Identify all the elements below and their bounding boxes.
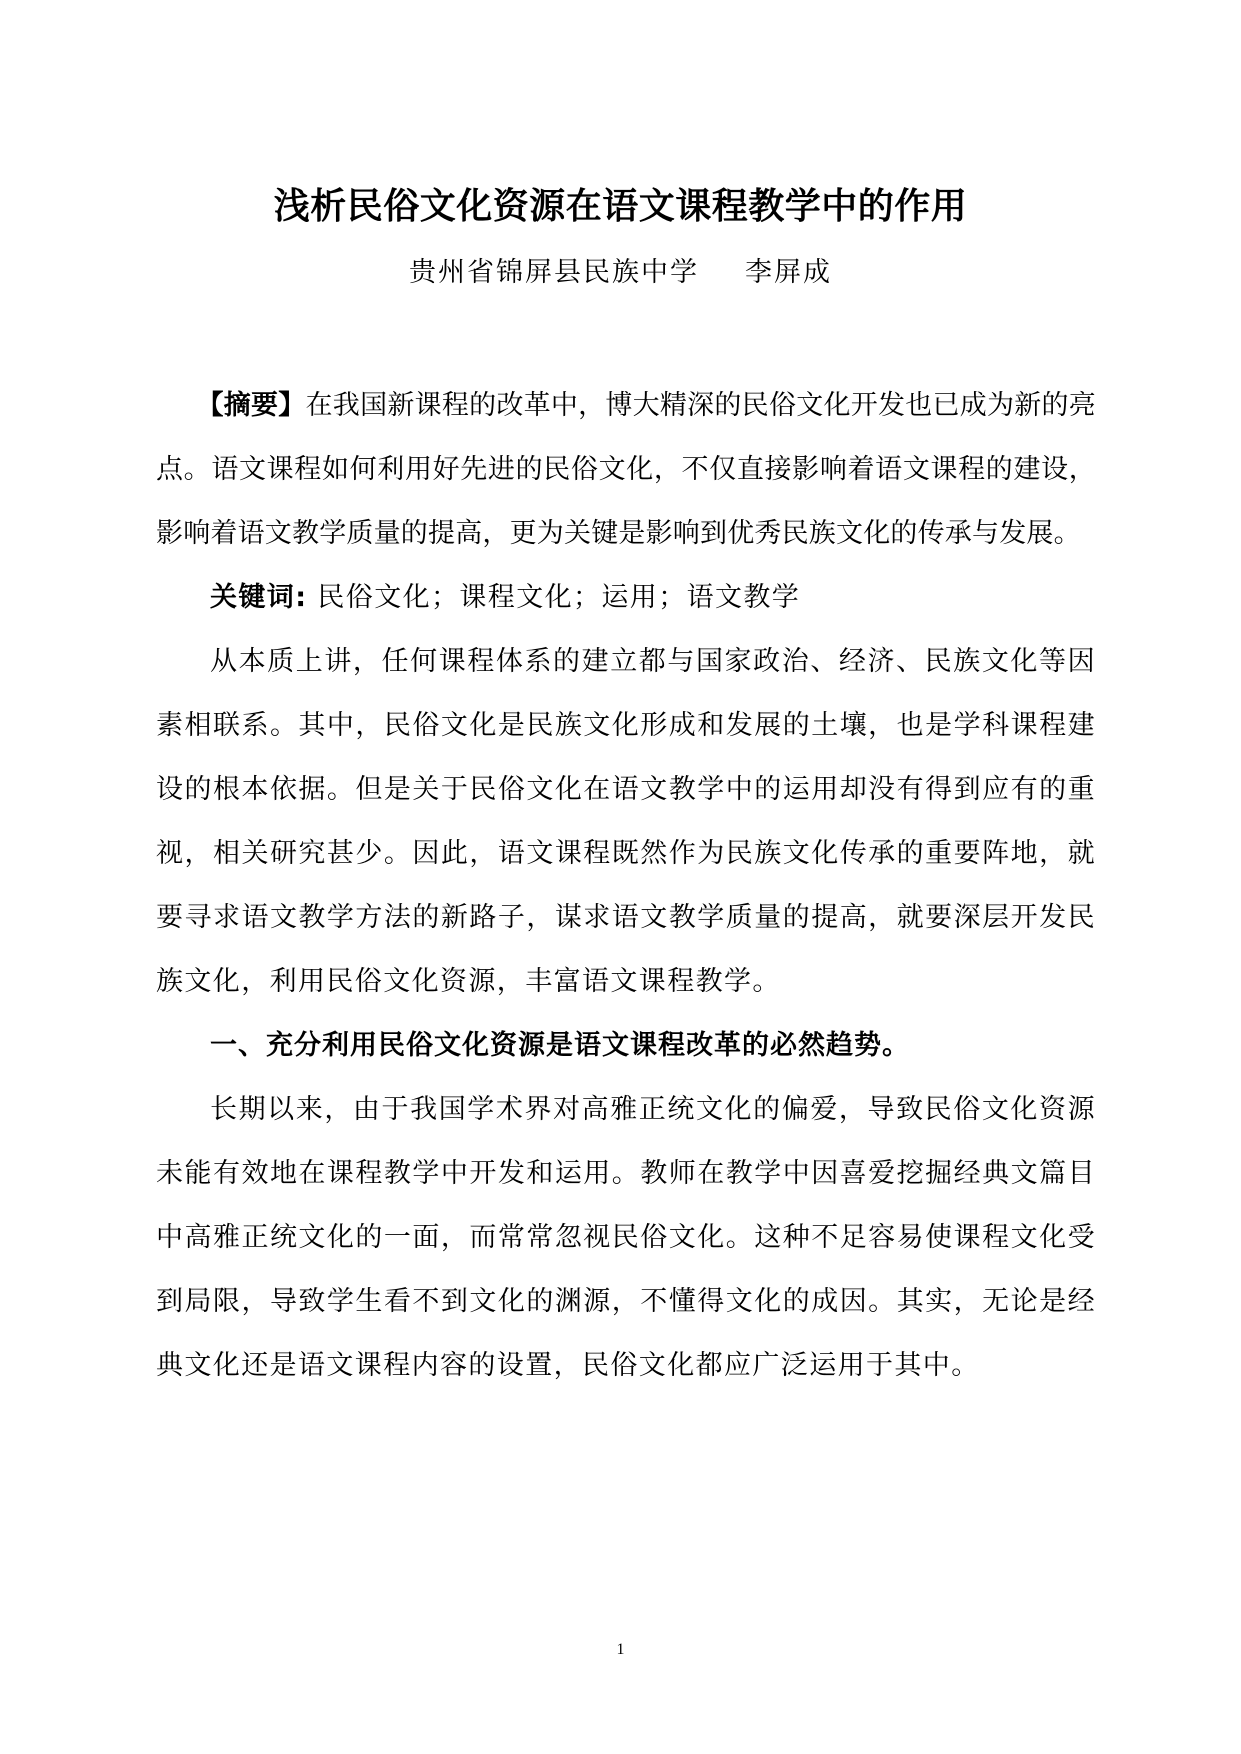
keywords-text: 民俗文化；课程文化；运用；语文教学 bbox=[317, 582, 801, 613]
abstract-label: 【摘要】 bbox=[196, 390, 306, 421]
author-affiliation: 贵州省锦屏县民族中学 bbox=[409, 257, 699, 288]
body-paragraph-2: 长期以来，由于我国学术界对高雅正统文化的偏爱，导致民俗文化资源未能有效地在课程教学中开发和运用。教师在教学中因喜爱挖掘经典文篇目中高雅正统文化的一面，而常常忽视民俗文化。这种不足容易使课程文化受到局限，导致学生看不到文化的渊源，不懂得文化的成因。其实，无论是经典文化还是语文课程内容的设置，民俗文化都应广泛运用于其中。 bbox=[156, 1094, 1096, 1381]
abstract-text: 在我国新课程的改革中，博大精深的民俗文化开发也已成为新的亮点。语文课程如何利用好先进的民俗文化，不仅直接影响着语文课程的建设，影响着语文教学质量的提高，更为关键是影响到优秀民族文化的传承与发展。 bbox=[156, 390, 1096, 549]
section-heading: 一、充分利用民俗文化资源是语文课程改革的必然趋势。 bbox=[210, 1030, 910, 1061]
page-number: 1 bbox=[616, 1641, 625, 1658]
author-name: 李屏成 bbox=[745, 257, 832, 288]
body-paragraph-1: 从本质上讲，任何课程体系的建立都与国家政治、经济、民族文化等因素相联系。其中，民俗文化是民族文化形成和发展的土壤，也是学科课程建设的根本依据。但是关于民俗文化在语文教学中的运用却没有得到应有的重视，相关研究甚少。因此，语文课程既然作为民族文化传承的重要阵地，就要寻求语文教学方法的新路子，谋求语文教学质量的提高，就要深层开发民族文化，利用民俗文化资源，丰富语文课程教学。 bbox=[156, 646, 1096, 997]
keywords-paragraph bbox=[156, 566, 1096, 630]
document-body bbox=[156, 374, 1096, 1398]
keywords-label: 关键词: bbox=[210, 582, 308, 613]
abstract-paragraph bbox=[156, 374, 1096, 566]
document-title: 浅析民俗文化资源在语文课程教学中的作用 bbox=[273, 186, 968, 227]
byline bbox=[0, 253, 1241, 293]
